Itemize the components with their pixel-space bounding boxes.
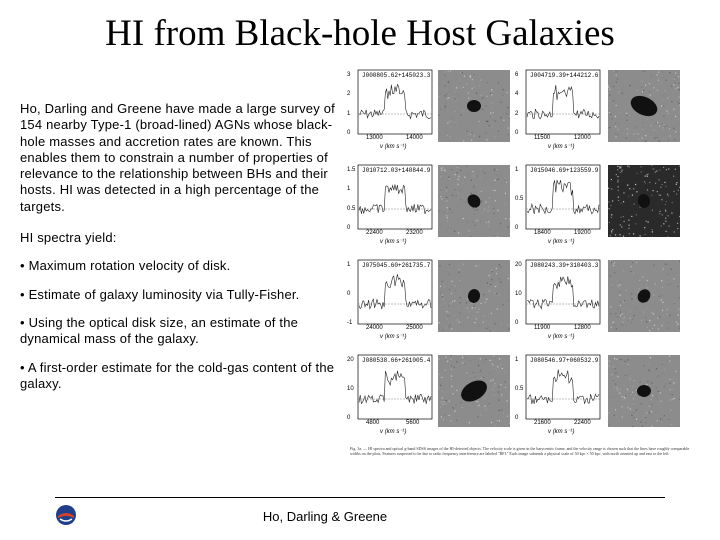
y-tick-label: 0 (347, 415, 351, 421)
y-tick-label: 10 (347, 386, 354, 392)
y-tick-label: 20 (515, 262, 522, 268)
y-tick-label: 1 (347, 186, 351, 193)
intro-paragraph: Ho, Darling and Greene have made a large survey of 154 nearby Type-1 (broad-lined) AGNs whose black-hole masses and accretion rates are known. This enables them to constrain a number of properties of relevance to the relationship between BHs and their hosts. HI was detected in a high percentage of the targets. (20, 101, 335, 214)
sdss-image-panel (438, 355, 510, 427)
x-axis-label: v (km s⁻¹) (548, 144, 575, 150)
y-tick-label: 1 (515, 167, 519, 173)
x-tick-label: 5600 (406, 420, 420, 426)
spectrum-object-label: J000805.62+145023.3 (362, 72, 431, 79)
sdss-image-panel (438, 70, 510, 142)
galaxy-image (608, 165, 680, 237)
plot-frame (526, 355, 600, 419)
y-tick-label: 6 (515, 72, 519, 78)
x-tick-label: 11500 (534, 135, 551, 141)
x-tick-label: 21600 (534, 420, 551, 426)
galaxy-image (438, 165, 510, 237)
yield-heading: HI spectra yield: (20, 230, 117, 246)
plot-frame (358, 355, 432, 419)
galaxy-image (608, 355, 680, 427)
x-axis-label: v (km s⁻¹) (380, 429, 407, 435)
body-text (20, 101, 336, 404)
sdss-image-panel (438, 260, 510, 332)
x-axis-label: v (km s⁻¹) (548, 334, 575, 340)
galaxy-core (457, 376, 490, 406)
y-tick-label: 1 (347, 262, 351, 268)
spectrum-trace (527, 85, 599, 119)
galaxy-image (608, 260, 680, 332)
spectrum-object-label: J004719.39+144212.6 (530, 72, 599, 79)
spectrum-trace (359, 185, 431, 214)
spectrum-trace (527, 370, 599, 404)
x-tick-label: 14000 (406, 135, 423, 141)
x-tick-label: 18400 (534, 230, 551, 236)
figure-caption: Fig. 3a. — HI spectra and optical g-band SDSS images of the HI-detected objects. The velocity scale is given in the barycentric frame, and the velocity range is chosen such that the lines have roughly comparable widths on the plots. Features suspected to be due to radio frequency interference are labeled "RFI." Each image subtends a physical scale of 50 kpc × 50 kpc, with north oriented up and east to the left. (350, 446, 690, 456)
plot-frame (358, 165, 432, 229)
plot-frame (526, 70, 600, 134)
bullet-item: • Using the optical disk size, an estimate of the dynamical mass of the galaxy. (20, 314, 299, 347)
y-tick-label: 0 (347, 291, 351, 297)
hi-spectrum-panel (346, 258, 434, 342)
sdss-image-panel (438, 165, 510, 237)
x-tick-label: 24000 (366, 325, 383, 331)
footer-divider (55, 497, 665, 498)
galaxy-image (438, 260, 510, 332)
hi-spectrum-panel (346, 353, 434, 437)
y-tick-label: 0 (515, 320, 519, 326)
galaxy-image (438, 70, 510, 142)
galaxy-core (465, 192, 483, 210)
hi-spectra-figure (338, 68, 718, 464)
hi-spectrum-panel (346, 163, 434, 247)
bullet-item: • Estimate of galaxy luminosity via Tully-Fisher. (20, 286, 300, 302)
hi-spectrum-panel (346, 68, 434, 152)
y-tick-label: 1 (347, 110, 351, 117)
y-tick-label: 1 (515, 357, 519, 363)
y-tick-label: 2 (515, 110, 519, 117)
y-tick-label: 0.5 (347, 205, 356, 212)
y-tick-label: 0 (347, 130, 351, 136)
x-axis-label: v (km s⁻¹) (380, 334, 407, 340)
y-tick-label: 4 (515, 91, 519, 98)
x-axis-label: v (km s⁻¹) (548, 239, 575, 245)
spectrum-object-label: J080243.39+310403.3 (530, 262, 599, 269)
y-tick-label: 3 (347, 72, 351, 78)
x-tick-label: 19200 (574, 230, 591, 236)
spectrum-object-label: J075045.60+261735.7 (362, 262, 431, 269)
x-tick-label: 4800 (366, 420, 380, 426)
y-tick-label: 0.5 (515, 386, 524, 392)
y-tick-label: 20 (347, 357, 354, 363)
y-tick-label: 0 (515, 415, 519, 421)
sdss-image-panel (608, 260, 680, 332)
x-tick-label: 22400 (366, 230, 383, 236)
galaxy-core (467, 100, 481, 112)
plot-frame (526, 165, 600, 229)
spectrum-object-label: J080538.66+261005.4 (362, 357, 431, 364)
galaxy-core (467, 288, 481, 304)
y-tick-label: -1 (347, 320, 353, 326)
x-axis-label: v (km s⁻¹) (380, 239, 407, 245)
spectrum-object-label: J015046.69+123559.9 (530, 167, 599, 174)
y-tick-label: 0 (347, 225, 351, 231)
plot-frame (358, 70, 432, 134)
slide-title: HI from Black-hole Host Galaxies (105, 13, 615, 54)
spectrum-object-label: J010712.03+140844.9 (362, 167, 431, 174)
x-tick-label: 25000 (406, 325, 423, 331)
x-tick-label: 23200 (406, 230, 423, 236)
galaxy-core (636, 193, 651, 210)
galaxy-core (635, 287, 653, 305)
y-tick-label: 2 (347, 91, 351, 98)
x-tick-label: 22400 (574, 420, 591, 426)
x-axis-label: v (km s⁻¹) (380, 144, 407, 150)
footer-credit: Ho, Darling & Greene (262, 509, 388, 524)
sdss-image-panel (608, 70, 680, 142)
galaxy-image (608, 70, 680, 142)
y-tick-label: 0.5 (515, 196, 524, 202)
x-tick-label: 11900 (534, 325, 551, 331)
galaxy-image (438, 355, 510, 427)
galaxy-core (628, 92, 661, 120)
sdss-image-panel (608, 355, 680, 427)
y-tick-label: 1.5 (347, 167, 356, 173)
sdss-image-panel (608, 165, 680, 237)
spectrum-trace (359, 274, 431, 309)
y-tick-label: 0 (515, 225, 519, 231)
hi-spectrum-panel (514, 258, 602, 342)
spectrum-plot (346, 353, 434, 437)
x-tick-label: 13000 (366, 135, 383, 141)
bullet-item: • Maximum rotation velocity of disk. (20, 258, 231, 274)
spectrum-trace (359, 84, 431, 118)
hi-spectrum-panel (514, 353, 602, 437)
bullet-item: • A first-order estimate for the cold-gas content of the galaxy. (20, 359, 335, 391)
x-axis-label: v (km s⁻¹) (548, 429, 575, 435)
hi-spectrum-panel (514, 163, 602, 247)
plot-frame (526, 260, 600, 324)
y-tick-label: 0 (515, 130, 519, 136)
plot-frame (358, 260, 432, 324)
spectrum-object-label: J080546.97+060532.9 (530, 357, 599, 364)
x-tick-label: 12800 (574, 325, 591, 331)
x-tick-label: 12000 (574, 135, 591, 141)
y-tick-label: 10 (515, 291, 522, 297)
hi-spectrum-panel (514, 68, 602, 152)
